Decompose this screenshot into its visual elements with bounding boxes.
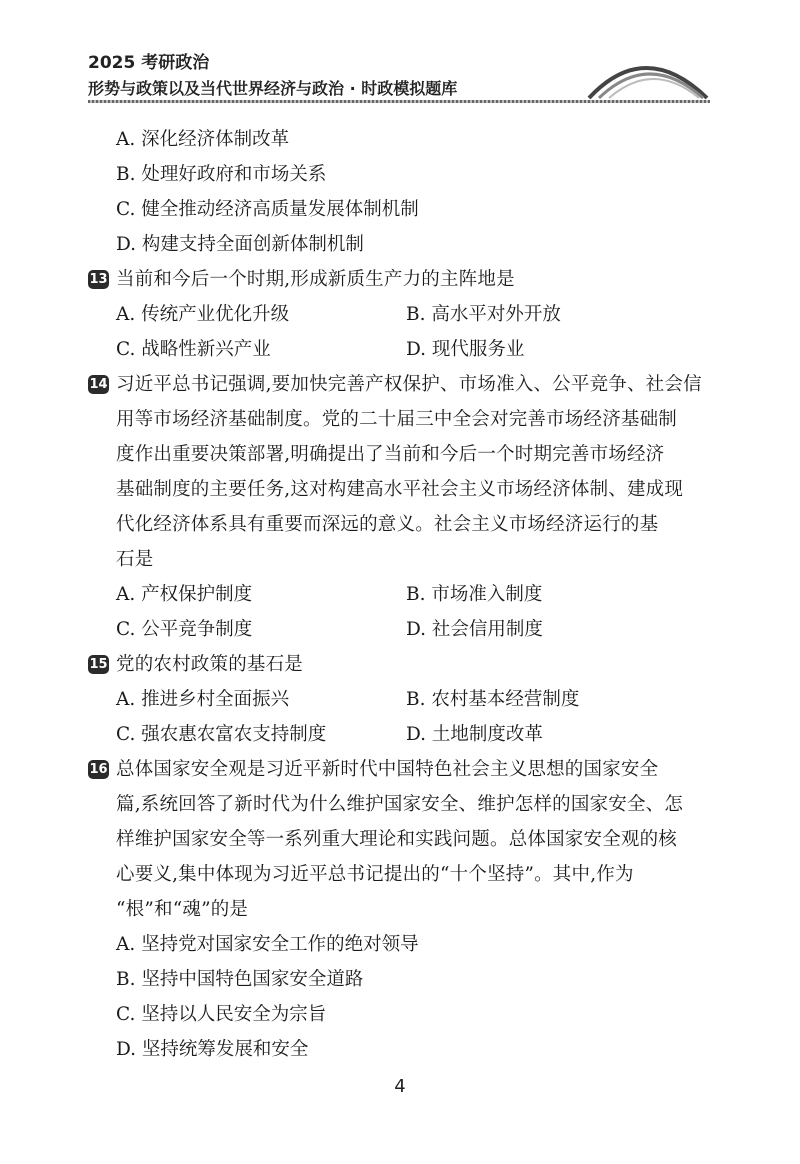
q15-option-d: D. 土地制度改革 bbox=[406, 724, 543, 745]
q13-option-a: A. 传统产业优化升级 bbox=[116, 304, 290, 325]
q14-stem-line: 习近平总书记强调,要加快完善产权保护、市场准入、公平竞争、社会信 bbox=[116, 374, 702, 395]
q16-stem-line: 样维护国家安全等一系列重大理论和实践问题。总体国家安全观的核 bbox=[116, 829, 678, 850]
header-rule bbox=[88, 100, 710, 103]
header-arc-decoration-icon bbox=[585, 42, 710, 102]
question-15 bbox=[88, 647, 718, 682]
q14-stem-line: 度作出重要决策部署,明确提出了当前和今后一个时期完善市场经济 bbox=[116, 444, 665, 465]
q12-option-b: B. 处理好政府和市场关系 bbox=[116, 164, 327, 185]
q14-option-b: B. 市场准入制度 bbox=[406, 584, 543, 605]
q16-option-c: C. 坚持以人民安全为宗旨 bbox=[116, 1004, 327, 1025]
page-header bbox=[0, 0, 800, 108]
q16-stem-line: “根”和“魂”的是 bbox=[116, 899, 249, 920]
question-number-badge: 13 bbox=[89, 272, 108, 287]
q13-option-c: C. 战略性新兴产业 bbox=[116, 339, 271, 360]
page-number: 4 bbox=[394, 1076, 406, 1097]
q14-stem-line: 基础制度的主要任务,这对构建高水平社会主义市场经济体制、建成现 bbox=[116, 479, 684, 500]
q12-option-d: D. 构建支持全面创新体制机制 bbox=[116, 234, 364, 255]
q14-option-d: D. 社会信用制度 bbox=[406, 619, 543, 640]
q16-stem-line: 篇,系统回答了新时代为什么维护国家安全、维护怎样的国家安全、怎 bbox=[116, 794, 684, 815]
q14-options-row-1 bbox=[88, 577, 718, 612]
q14-option-a: A. 产权保护制度 bbox=[116, 584, 253, 605]
question-16 bbox=[88, 752, 718, 927]
q12-option-a: A. 深化经济体制改革 bbox=[116, 129, 290, 150]
header-subtitle: 形势与政策以及当代世界经济与政治 · 时政模拟题库 bbox=[88, 79, 458, 98]
q14-stem-line: 用等市场经济基础制度。党的二十届三中全会对完善市场经济基础制 bbox=[116, 409, 678, 430]
q13-option-d: D. 现代服务业 bbox=[406, 339, 525, 360]
question-number-badge: 16 bbox=[89, 762, 108, 777]
q16-stem-line: 总体国家安全观是习近平新时代中国特色社会主义思想的国家安全 bbox=[116, 759, 659, 780]
question-content bbox=[88, 122, 718, 1067]
q13-options-row-2 bbox=[88, 332, 718, 367]
q14-option-c: C. 公平竞争制度 bbox=[116, 619, 253, 640]
question-number-badge: 15 bbox=[89, 657, 108, 672]
question-number-badge: 14 bbox=[89, 377, 108, 392]
q14-stem-line: 石是 bbox=[116, 549, 154, 570]
q16-option-b: B. 坚持中国特色国家安全道路 bbox=[116, 969, 364, 990]
q15-option-a: A. 推进乡村全面振兴 bbox=[116, 689, 290, 710]
q15-options-row-2 bbox=[88, 717, 718, 752]
q15-option-b: B. 农村基本经营制度 bbox=[406, 689, 580, 710]
q15-stem-line: 党的农村政策的基石是 bbox=[116, 654, 304, 675]
q13-options-row-1 bbox=[88, 297, 718, 332]
q13-stem-line: 当前和今后一个时期,形成新质生产力的主阵地是 bbox=[116, 269, 515, 290]
q12-option-c: C. 健全推动经济高质量发展体制机制 bbox=[116, 199, 419, 220]
q16-option-d: D. 坚持统筹发展和安全 bbox=[116, 1039, 309, 1060]
q15-option-c: C. 强农惠农富农支持制度 bbox=[116, 724, 327, 745]
question-14 bbox=[88, 367, 718, 577]
q14-stem-line: 代化经济体系具有重要而深远的意义。社会主义市场经济运行的基 bbox=[116, 514, 659, 535]
q16-stem-line: 心要义,集中体现为习近平总书记提出的“十个坚持”。其中,作为 bbox=[116, 864, 634, 885]
q13-option-b: B. 高水平对外开放 bbox=[406, 304, 561, 325]
header-title: 2025 考研政治 bbox=[88, 53, 210, 73]
q15-options-row-1 bbox=[88, 682, 718, 717]
q16-option-a: A. 坚持党对国家安全工作的绝对领导 bbox=[116, 934, 419, 955]
q14-options-row-2 bbox=[88, 612, 718, 647]
question-13 bbox=[88, 262, 718, 297]
